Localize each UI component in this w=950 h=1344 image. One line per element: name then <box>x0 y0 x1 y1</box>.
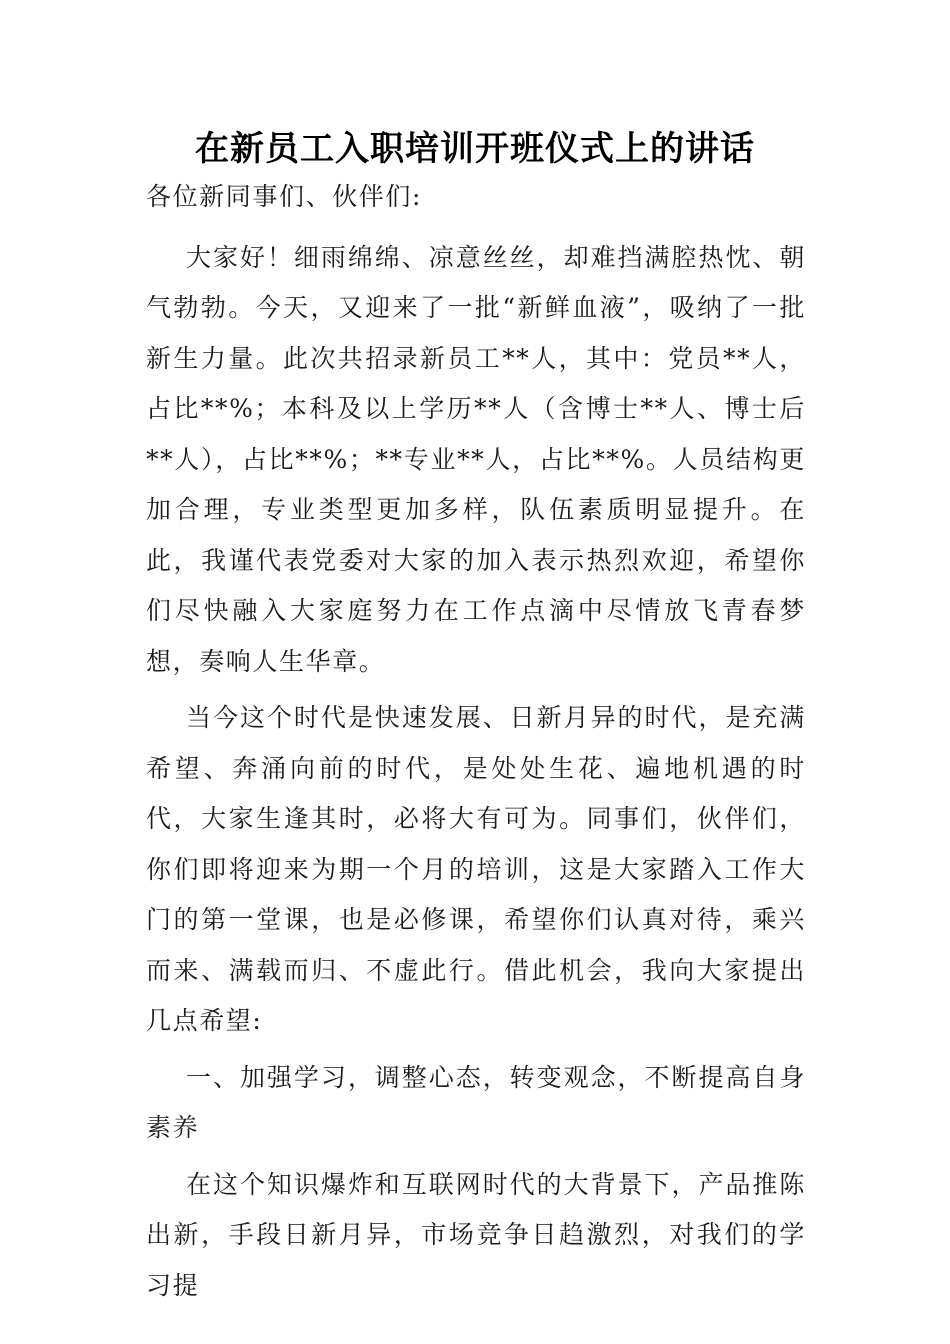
document-body <box>146 172 806 1317</box>
paragraph-learning: 在这个知识爆炸和互联网时代的大背景下，产品推陈出新，手段日新月异，市场竞争日趋激烈，对我们的学习提 <box>146 1169 806 1300</box>
section-heading-one: 一、加强学习，调整心态，转变观念，不断提高自身素养 <box>146 1062 806 1142</box>
paragraph-era: 当今这个时代是快速发展、日新月异的时代，是充满希望、奔涌向前的时代，是处处生花、遍地机遇的时代，大家生逢其时，必将大有可为。同事们，伙伴们，你们即将迎来为期一个月的培训，这是大家踏入工作大门的第一堂课，也是必修课，希望你们认真对待，乘兴而来、满载而归、不虚此行。借此机会，我向大家提出几点希望: <box>146 703 806 1035</box>
document-title: 在新员工入职培训开班仪式上的讲话 <box>195 129 755 169</box>
paragraph-opening: 大家好！细雨绵绵、凉意丝丝，却难挡满腔热忱、朝气勃勃。今天，又迎来了一批“新鲜血液”，吸纳了一批新生力量。此次共招录新员工**人，其中：党员**人，占比**%；本科及以上学历**人（含博士**人、博士后**人），占比**%；**专业**人，占比**%。人员结构更加合理，专业类型更加多样，队伍素质明显提升。在此，我谨代表党委对大家的加入表示热烈欢迎，希望你们尽快融入大家庭努力在工作点滴中尽情放飞青春梦想，奏响人生华章。 <box>146 242 806 676</box>
salutation: 各位新同事们、伙伴们: <box>146 182 423 211</box>
